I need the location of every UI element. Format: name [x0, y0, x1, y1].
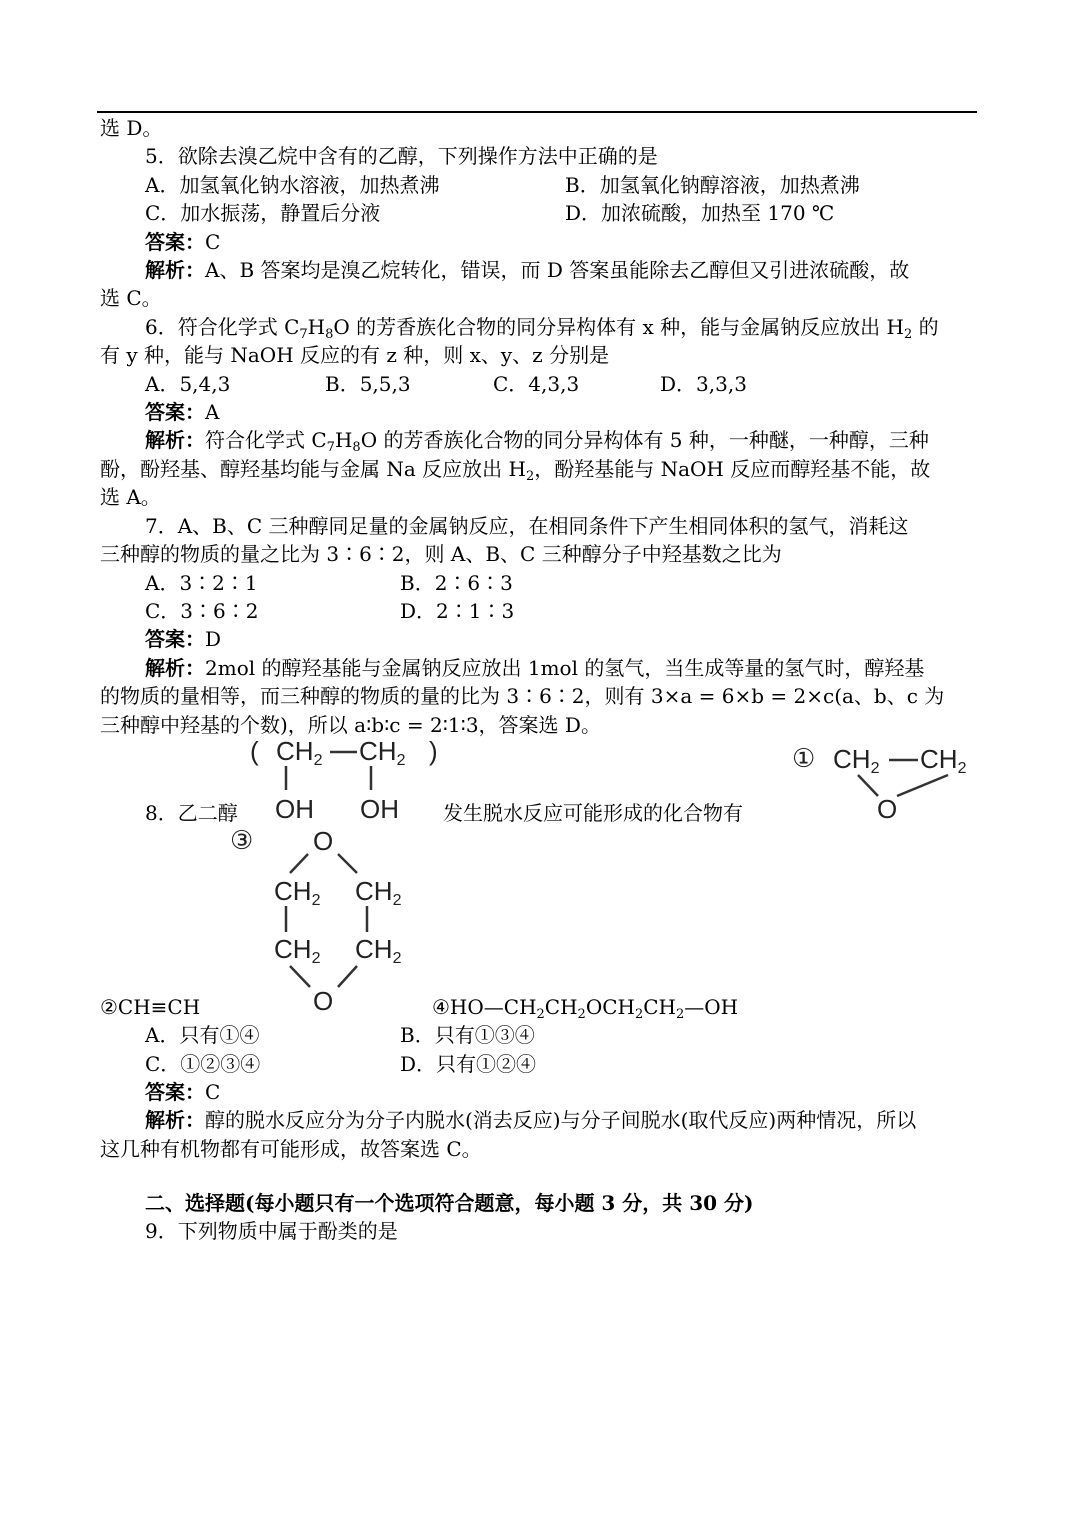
q6-option-a: A．5,4,3	[145, 372, 231, 396]
paren-close: )	[429, 736, 438, 766]
q8-stem-a: 8．乙二醇	[145, 801, 238, 825]
q8-option-d: D．只有①②④	[400, 1052, 537, 1076]
q6-option-d: D．3,3,3	[660, 372, 747, 396]
q7-option-d: D．2∶1∶3	[400, 599, 515, 623]
q8-analysis-2: 这几种有机物都有可能形成，故答案选 C。	[100, 1137, 482, 1161]
epoxide-ch2-right: $CH_2$	[920, 744, 967, 777]
q8-stem-b: 发生脱水反应可能形成的化合物有	[443, 801, 743, 825]
q6-analysis-3: 选 A。	[100, 485, 161, 509]
glycol-ch2-right: $CH_2$	[359, 736, 406, 769]
item-3-marker: ③	[230, 826, 254, 856]
epoxide-o: O	[877, 794, 898, 824]
q8-analysis-1: 解析：醇的脱水反应分为分子内脱水(消去反应)与分子间脱水(取代反应)两种情况，所以	[145, 1108, 917, 1132]
dioxane-ch2-4: $CH_2$	[355, 934, 402, 967]
q8-item-4: $④HO—CH_2CH_2OCH_2CH_2—OH$	[432, 995, 739, 1022]
analysis-text: A、B 答案均是溴乙烷转化，错误，而 D 答案虽能除去乙醇但又引进浓硫酸，故	[205, 258, 910, 282]
dioxane-ch2-3: $CH_2$	[274, 934, 321, 967]
answer-label: 答案：	[145, 230, 205, 254]
q8-option-a: A．只有①④	[145, 1023, 260, 1047]
q8-answer: 答案：C	[145, 1080, 221, 1104]
q5-option-d: D．加浓硫酸，加热至 170 ℃	[565, 201, 835, 225]
glycol-ch2-left: $CH_2$	[276, 736, 323, 769]
q6-option-b: B．5,5,3	[325, 372, 411, 396]
dioxane-ch2-1: $CH_2$	[274, 876, 321, 909]
q7-stem-2: 三种醇的物质的量之比为 3∶6∶2，则 A、B、C 三种醇分子中羟基数之比为	[100, 542, 782, 566]
analysis-label: 解析：	[145, 258, 205, 282]
item-1-marker: ①	[792, 744, 816, 774]
q6-stem-2: 有 y 种，能与 NaOH 反应的有 z 种，则 x、y、z 分别是	[100, 343, 610, 367]
q6-analysis-2: 酚，酚羟基、醇羟基均能与金属 Na 反应放出 $H_2$，酚羟基能与 NaOH 反应而醇羟基不能，故	[100, 457, 931, 484]
epoxide-ch2-left: $CH_2$	[833, 744, 880, 777]
q7-stem-1: 7．A、B、C 三种醇同足量的金属钠反应，在相同条件下产生相同体积的氢气，消耗这	[145, 514, 909, 538]
q4-tail: 选 D。	[100, 116, 163, 140]
paren-open: (	[250, 736, 259, 766]
q7-option-b: B．2∶6∶3	[400, 571, 513, 595]
q6-answer: 答案：A	[145, 400, 220, 424]
q8-item-2: ②CH≡CH	[100, 995, 201, 1019]
q7-analysis-3: 三种醇中羟基的个数)，所以 a∶b∶c = 2∶1∶3，答案选 D。	[100, 713, 601, 737]
q5-stem: 5．欲除去溴乙烷中含有的乙醇，下列操作方法中正确的是	[145, 144, 658, 168]
q7-option-c: C．3∶6∶2	[145, 599, 259, 623]
glycol-oh-right: OH	[360, 794, 399, 824]
q7-analysis-2: 的物质的量相等，而三种醇的物质的量的比为 3∶6∶2，则有 3×a = 6×b = 2×c(a、b、c 为	[100, 684, 945, 708]
q8-option-c: C．①②③④	[145, 1052, 261, 1076]
dioxane-o-top: O	[313, 826, 334, 856]
dioxane-ch2-2: $CH_2$	[355, 876, 402, 909]
q6-option-c: C．4,3,3	[493, 372, 580, 396]
q6-stem-1: 6．符合化学式 $C_7H_8O$ 的芳香族化合物的同分异构体有 x 种，能与金属钠反应放出 $H_2$ 的	[145, 315, 939, 342]
q7-analysis-1: 解析：2mol 的醇羟基能与金属钠反应放出 1mol 的氢气，当生成等量的氢气时，醇羟基	[145, 656, 925, 680]
q5-option-a: A．加氢氧化钠水溶液，加热煮沸	[145, 173, 440, 197]
section-2-title: 二、选择题(每小题只有一个选项符合题意，每小题 3 分，共 30 分)	[145, 1191, 754, 1215]
q7-answer: 答案：D	[145, 627, 222, 651]
q6-analysis-1: 解析：符合化学式 $C_7H_8O$ 的芳香族化合物的同分异构体有 5 种，一种醚，一种醇，三种	[145, 428, 929, 455]
q7-option-a: A．3∶2∶1	[145, 571, 258, 595]
glycol-oh-left: OH	[275, 794, 314, 824]
dioxane-o-bottom: O	[313, 986, 334, 1016]
q5-analysis-2: 选 C。	[100, 286, 162, 310]
q5-option-b: B．加氢氧化钠醇溶液，加热煮沸	[565, 173, 860, 197]
q5-option-c: C．加水振荡，静置后分液	[145, 201, 381, 225]
q9-stem: 9．下列物质中属于酚类的是	[145, 1219, 398, 1243]
q8-option-b: B．只有①③④	[400, 1023, 535, 1047]
answer-value: C	[205, 230, 221, 254]
